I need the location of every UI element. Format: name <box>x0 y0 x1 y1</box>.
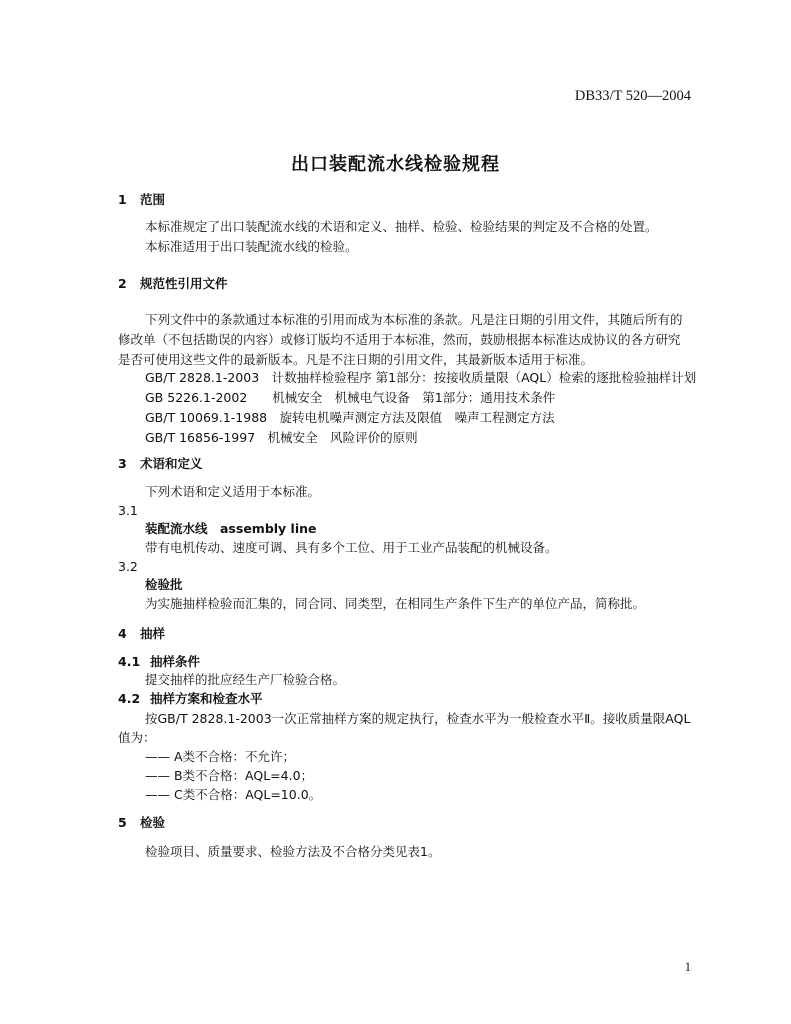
section-2-paragraph-line-2: 修改单（不包括勘误的内容）或修订版均不适用于本标准，然而，鼓励根据本标准达成协议的各方研究 <box>118 332 681 347</box>
subsection-title: 抽样条件 <box>150 654 201 669</box>
section-title: 抽样 <box>140 626 166 641</box>
section-1-paragraph-1: 本标准规定了出口装配流水线的术语和定义、抽样、检验、检验结果的判定及不合格的处置。 <box>145 219 658 234</box>
list-item: —— C类不合格：AQL=10.0。 <box>145 787 322 802</box>
subsection-4-2-line-2: 值为： <box>118 730 156 745</box>
reference-item: GB/T 10069.1-1988 旋转电机噪声测定方法及限值 噪声工程测定方法 <box>145 410 555 425</box>
section-5-heading <box>118 815 165 831</box>
section-5-paragraph: 检验项目、质量要求、检验方法及不合格分类见表1。 <box>145 844 441 859</box>
section-3-heading <box>118 456 203 472</box>
standard-code: DB33/T 520—2004 <box>574 88 691 104</box>
subsection-number: 4.2 <box>118 691 141 706</box>
list-item: —— A类不合格：不允许； <box>145 749 296 764</box>
subsection-title: 抽样方案和检查水平 <box>150 691 263 706</box>
section-2-paragraph-line-1: 下列文件中的条款通过本标准的引用而成为本标准的条款。凡是注日期的引用文件，其随后所有的 <box>145 312 683 327</box>
reference-item: GB/T 16856-1997 机械安全 风险评价的原则 <box>145 430 418 445</box>
section-number: 2 <box>118 276 127 291</box>
section-2-paragraph-line-3: 是否可使用这些文件的最新版本。凡是不注日期的引用文件，其最新版本适用于标准。 <box>118 352 594 367</box>
section-title: 术语和定义 <box>140 456 203 471</box>
section-number: 4 <box>118 626 127 641</box>
page-title: 出口装配流水线检验规程 <box>291 154 500 175</box>
section-title: 范围 <box>140 192 166 207</box>
section-number: 3 <box>118 456 127 471</box>
section-3-intro: 下列术语和定义适用于本标准。 <box>145 484 321 499</box>
subsection-4-1-heading <box>118 654 200 670</box>
section-title: 规范性引用文件 <box>140 276 228 291</box>
reference-item: GB 5226.1-2002 机械安全 机械电气设备 第1部分：通用技术条件 <box>145 390 556 405</box>
list-item: —— B类不合格：AQL=4.0； <box>145 768 314 783</box>
term-definition: 为实施抽样检验而汇集的，同合同、同类型，在相同生产条件下生产的单位产品，简称批。 <box>145 596 646 611</box>
subsection-number: 4.1 <box>118 654 141 669</box>
term-number: 3.2 <box>118 559 138 574</box>
section-number: 1 <box>118 192 127 207</box>
page-number: 1 <box>684 960 691 974</box>
section-number: 5 <box>118 815 127 830</box>
section-1-paragraph-2: 本标准适用于出口装配流水线的检验。 <box>145 239 358 254</box>
term-number: 3.1 <box>118 503 138 518</box>
section-title: 检验 <box>140 815 166 830</box>
section-1-heading <box>118 192 165 208</box>
term-name: 装配流水线 assembly line <box>145 521 317 536</box>
subsection-4-2-heading <box>118 691 263 707</box>
section-2-heading <box>118 276 228 292</box>
term-name: 检验批 <box>145 577 183 592</box>
section-4-heading <box>118 626 165 642</box>
reference-item: GB/T 2828.1-2003 计数抽样检验程序 第1部分：按接收质量限（AQL）检索的逐批检验抽样计划 <box>145 370 697 385</box>
subsection-4-1-text: 提交抽样的批应经生产厂检验合格。 <box>145 672 346 687</box>
term-definition: 带有电机传动、速度可调、具有多个工位、用于工业产品装配的机械设备。 <box>145 540 558 555</box>
subsection-4-2-line-1: 按GB/T 2828.1-2003一次正常抽样方案的规定执行，检查水平为一般检查水平Ⅱ。接收质量限AQL <box>145 711 691 726</box>
